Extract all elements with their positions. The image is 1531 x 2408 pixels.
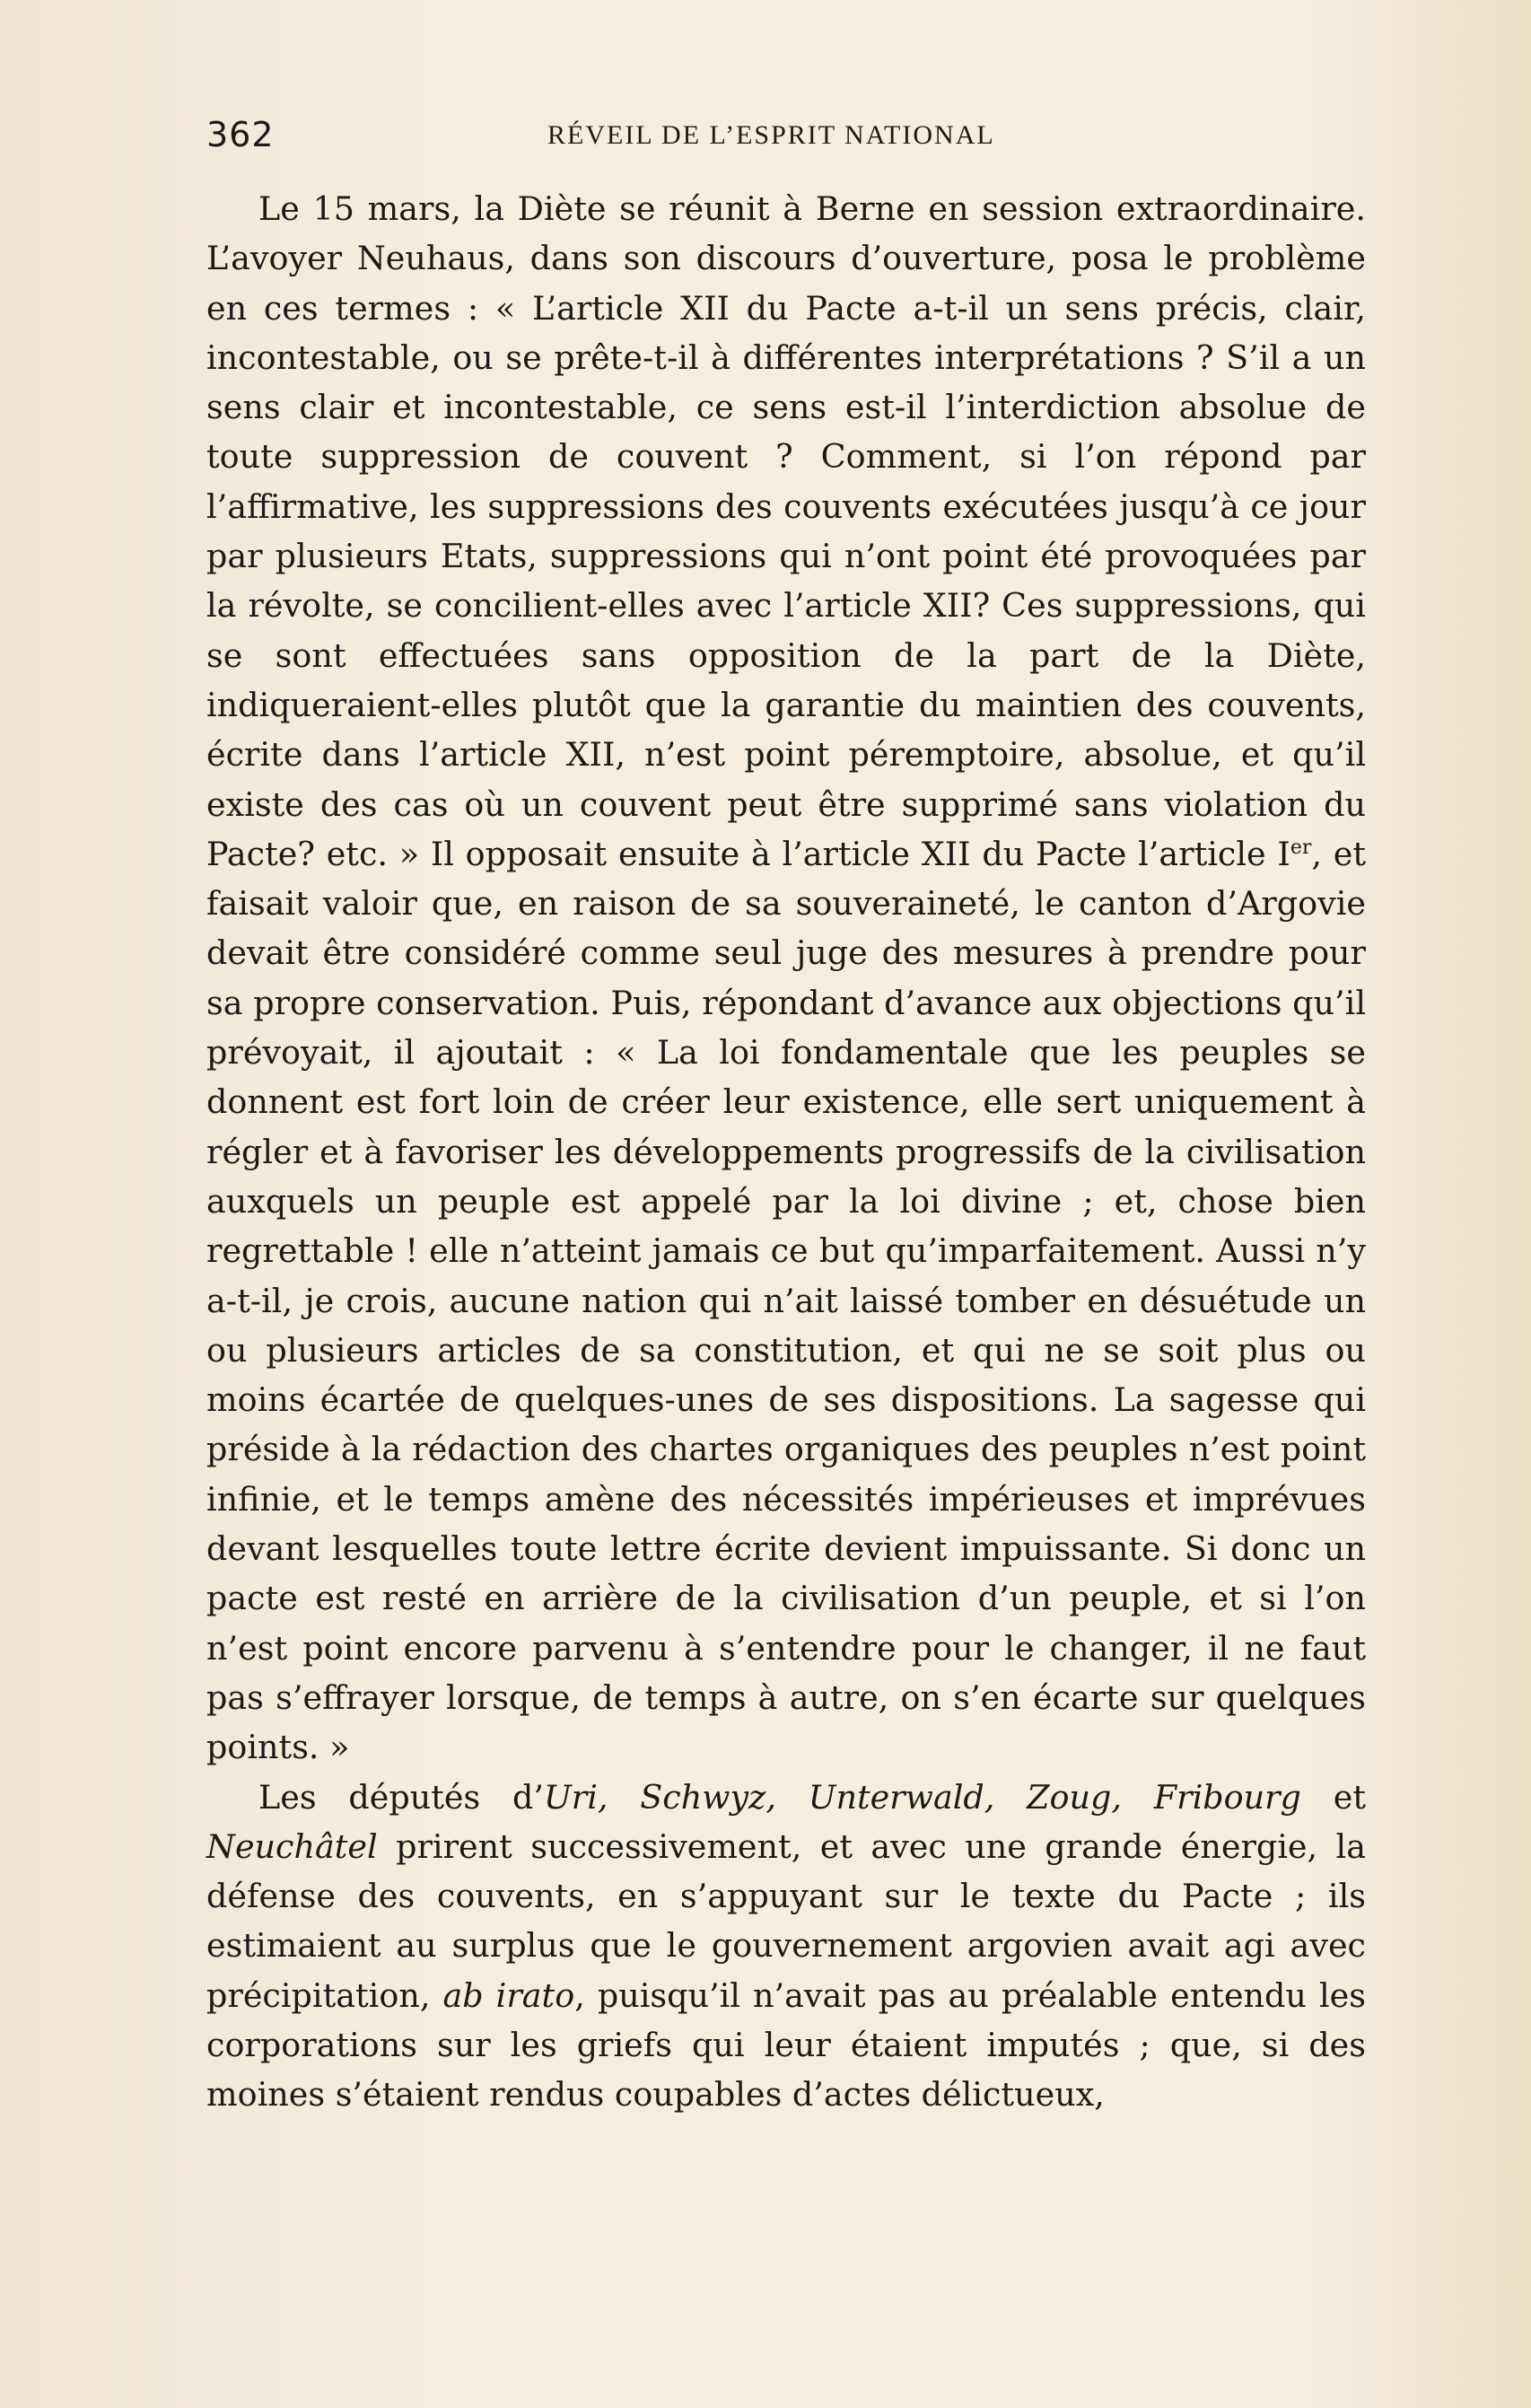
- paragraph-1-text-a: Le 15 mars, la Diète se réunit à Berne en session extraordinaire. L’avoyer Neuhaus, dans son discours d’ouverture, posa le problème en ces termes : « L’article XII du Pacte a-t-il un sens précis, clair, incontestable, ou se prête-t-il à différentes interprétations ? S’il a un sens clair et incontestable, ce sens est-il l’interdiction absolue de toute suppression de couvent ? Comment, si l’on répond par l’affirmative, les suppressions des couvents exécutées jusqu’à ce jour par plusieurs Etats, suppressions qui n’ont point été provoquées par la révolte, se concilient-elles avec l’article XII? Ces suppressions, qui se sont effectuées sans opposition de la part de la Diète, indiqueraient-elles plutôt que la garantie du maintien des couvents, écrite dans l’article XII, n’est point péremptoire, absolue, et qu’il existe des cas où un couvent peut être supprimé sans violation du Pacte? etc. » Il opposait ensuite à l’article XII du Pacte l’article I: [206, 189, 1366, 873]
- running-header: [206, 115, 1366, 158]
- canton-neuchatel: Neuchâtel: [206, 1826, 378, 1866]
- paragraph-2-text-b: et: [1300, 1777, 1366, 1817]
- paragraph-1: [206, 184, 1366, 1773]
- superscript-er: er: [1290, 836, 1312, 859]
- paragraph-2-text-d: , puisqu’il n’avait pas au préalable entendu les corporations sur les griefs qui leur étaient imputés ; que, si des moines s’étaient rendus coupables d’actes délictueux,: [206, 1975, 1366, 2115]
- paragraph-1-text-b: , et faisait valoir que, en raison de sa souveraineté, le canton d’Argovie devait être considéré comme seul juge des mesures à prendre pour sa propre conservation. Puis, répondant d’avance aux objections qu’il prévoyait, il ajoutait : « La loi fondamentale que les peuples se donnent est fort loin de créer leur existence, elle sert uniquement à régler et à favoriser les développements progressifs de la civilisation auxquels un peuple est appelé par la loi divine ; et, chose bien regrettable ! elle n’atteint jamais ce but qu’imparfaitement. Aussi n’y a-t-il, je crois, aucune nation qui n’ait laissé tomber en désuétude un ou plusieurs articles de sa constitution, et qui ne se soit plus ou moins écartée de quelques-unes de ses dispositions. La sagesse qui préside à la rédaction des chartes organiques des peuples n’est point infinie, et le temps amène des nécessités impérieuses et imprévues devant lesquelles toute lettre écrite devient impuissante. Si donc un pacte est resté en arrière de la civilisation d’un peuple, et si l’on n’est point encore parvenu à s’entendre pour le changer, il ne faut pas s’effrayer lorsque, de temps à autre, on s’en écarte sur quelques points. »: [206, 834, 1366, 1767]
- latin-phrase: ab irato: [442, 1975, 575, 2015]
- paragraph-2-text-c: prirent successivement, et avec une grande énergie, la défense des couvents, en s’appuyant sur le texte du Pacte ; ils estimaient au surplus que le gouvernement argovien avait agi avec précipitation,: [206, 1826, 1366, 2015]
- body-text: [206, 184, 1366, 2120]
- paragraph-2-text-a: Les députés d’: [258, 1777, 544, 1817]
- canton-names: Uri, Schwyz, Unterwald, Zoug, Fribourg: [544, 1777, 1301, 1817]
- page-number: 362: [206, 115, 275, 154]
- running-title: RÉVEIL DE L’ESPRIT NATIONAL: [547, 120, 995, 150]
- paragraph-2: [206, 1773, 1366, 2120]
